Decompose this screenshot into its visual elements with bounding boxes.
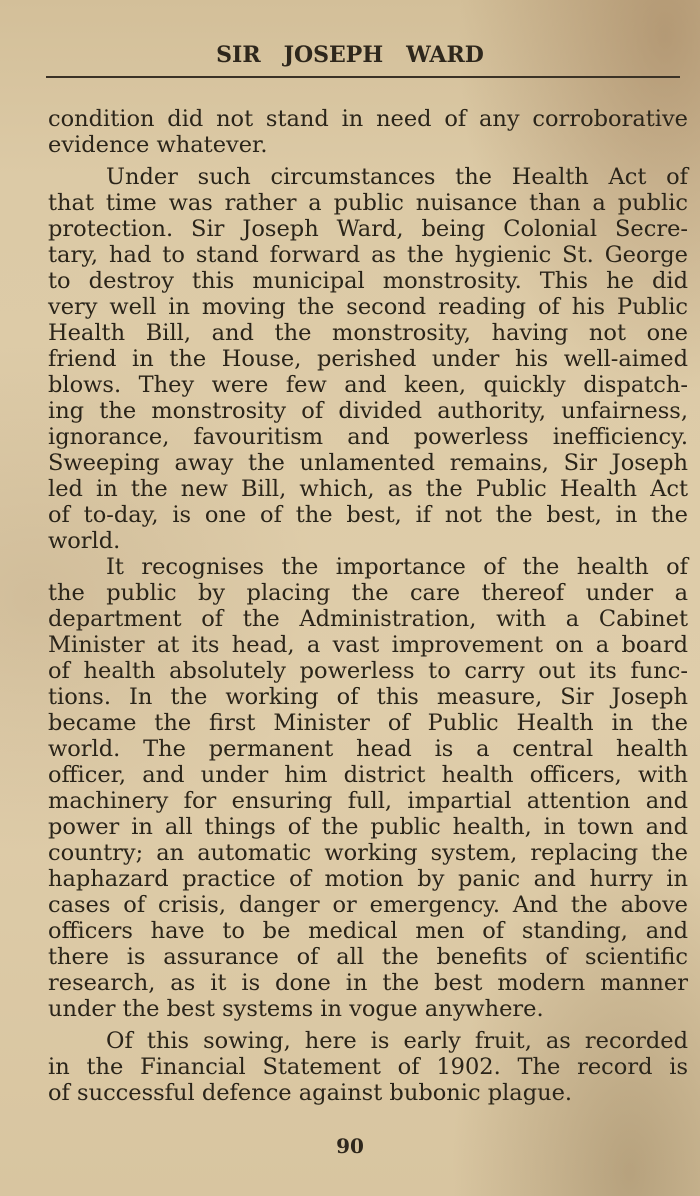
text-line: friend in the House, perished under his well-aimed: [48, 346, 688, 372]
text-line: officers have to be medical men of standing, and: [48, 918, 688, 944]
text-line: world. The permanent head is a central health: [48, 736, 688, 762]
page-body: [48, 106, 688, 1106]
text-line: condition did not stand in need of any corroborative: [48, 106, 688, 132]
text-line: of successful defence against bubonic plague.: [48, 1080, 573, 1106]
paragraph-4: [48, 1028, 688, 1106]
text-line: research, as it is done in the best modern manner: [48, 970, 688, 996]
text-line: world.: [48, 528, 121, 554]
paragraph-2: [48, 164, 688, 554]
text-line: tions. In the working of this measure, Sir Joseph: [48, 684, 688, 710]
text-line: the public by placing the care thereof under a: [48, 580, 688, 606]
text-line: evidence whatever.: [48, 132, 268, 158]
text-line: haphazard practice of motion by panic and hurry in: [48, 866, 688, 892]
text-line: became the first Minister of Public Health in the: [48, 710, 688, 736]
text-line: Health Bill, and the monstrosity, having not one: [48, 320, 688, 346]
text-line: officer, and under him district health officers, with: [48, 762, 688, 788]
text-line: Sweeping away the unlamented remains, Sir Joseph: [48, 450, 688, 476]
text-line: ignorance, favouritism and powerless inefficiency.: [48, 424, 688, 450]
text-line: department of the Administration, with a Cabinet: [48, 606, 688, 632]
text-line: machinery for ensuring full, impartial attention and: [48, 788, 688, 814]
text-line: under the best systems in vogue anywhere.: [48, 996, 544, 1022]
page-number: 90: [336, 1134, 364, 1158]
text-line: Minister at its head, a vast improvement on a board: [48, 632, 688, 658]
text-line: It recognises the importance of the health of: [106, 554, 688, 580]
running-head: SIR JOSEPH WARD: [216, 42, 484, 68]
paragraph-3: [48, 554, 688, 1022]
text-line: protection. Sir Joseph Ward, being Colonial Secre-: [48, 216, 688, 242]
text-line: very well in moving the second reading of his Public: [48, 294, 688, 320]
text-line: in the Financial Statement of 1902. The record is: [48, 1054, 688, 1080]
text-line: tary, had to stand forward as the hygienic St. George: [48, 242, 688, 268]
text-line: Under such circumstances the Health Act of: [106, 164, 688, 190]
text-line: country; an automatic working system, replacing the: [48, 840, 688, 866]
text-line: of health absolutely powerless to carry out its func-: [48, 658, 688, 684]
text-line: of to-day, is one of the best, if not the best, in the: [48, 502, 688, 528]
text-line: to destroy this municipal monstrosity. This he did: [48, 268, 688, 294]
text-line: Of this sowing, here is early fruit, as recorded: [106, 1028, 688, 1054]
text-line: there is assurance of all the benefits of scientific: [48, 944, 688, 970]
text-line: cases of crisis, danger or emergency. And the above: [48, 892, 688, 918]
text-line: that time was rather a public nuisance than a public: [48, 190, 688, 216]
text-line: power in all things of the public health, in town and: [48, 814, 688, 840]
header-rule: [46, 76, 680, 78]
text-line: blows. They were few and keen, quickly dispatch-: [48, 372, 688, 398]
paragraph-1: [48, 106, 688, 158]
text-line: ing the monstrosity of divided authority, unfairness,: [48, 398, 688, 424]
text-line: led in the new Bill, which, as the Public Health Act: [48, 476, 688, 502]
